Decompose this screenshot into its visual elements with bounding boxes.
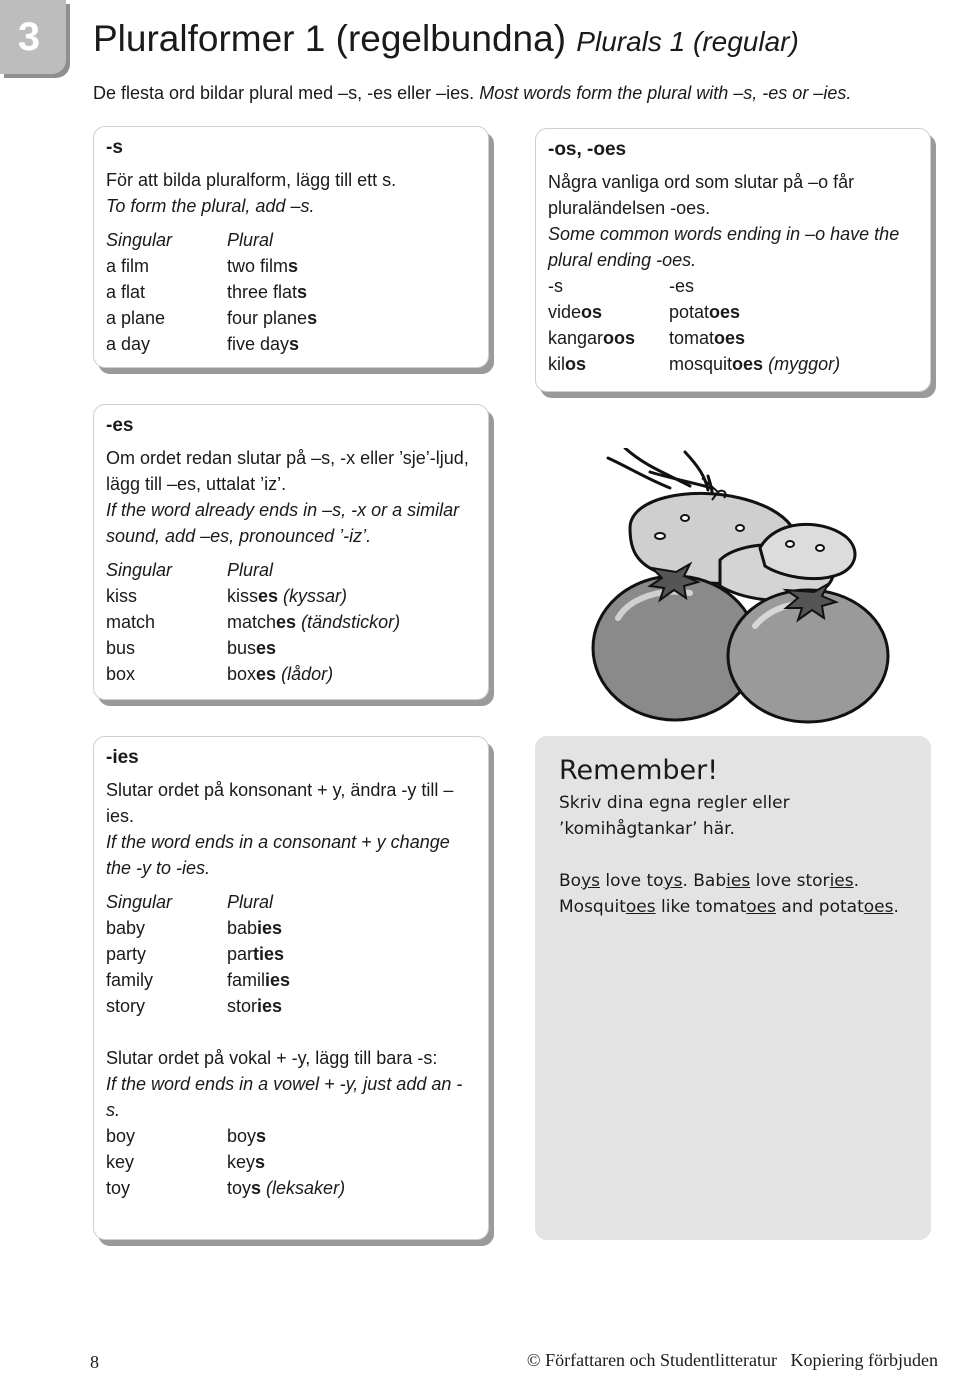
rule-heading: -s <box>106 137 123 158</box>
translation-note: (kyssar) <box>283 586 348 606</box>
example-row <box>106 279 476 305</box>
plural-suffix: ies <box>257 996 283 1016</box>
plural-stem: match <box>227 612 277 632</box>
singular-word: a flat <box>106 282 146 302</box>
word-suffix: os <box>581 302 603 322</box>
word-es <box>669 325 918 351</box>
plural-word <box>227 1149 476 1175</box>
plural-word <box>227 993 476 1019</box>
vowel-rule <box>106 1045 476 1201</box>
word-stem: vide <box>548 302 582 322</box>
chapter-number: 3 <box>17 14 41 59</box>
underlined-suffix: ies <box>829 871 854 891</box>
copyright-text: © Författaren och Studentlitteratur <box>526 1350 778 1370</box>
word-stem: potat <box>669 302 710 322</box>
column-header: -es <box>669 276 695 296</box>
singular-word: key <box>106 1152 135 1172</box>
plural-word <box>227 279 476 305</box>
rule-text-english: If the word ends in a vowel + -y, just add an -s. <box>106 1074 463 1120</box>
rule-box-es <box>93 404 489 700</box>
singular-word: a film <box>106 256 150 276</box>
singular-word: match <box>106 612 156 632</box>
example-table <box>548 273 918 377</box>
singular-word: a day <box>106 334 151 354</box>
underlined-suffix: ies <box>726 871 751 891</box>
word-stem: tomat <box>669 328 715 348</box>
plural-suffix: ies <box>257 918 283 938</box>
plural-suffix: s <box>289 334 300 354</box>
plural-stem: bab <box>227 918 258 938</box>
column-header: Singular <box>106 230 173 250</box>
word-es <box>669 299 918 325</box>
example-row <box>106 1149 476 1175</box>
plural-stem: box <box>227 664 257 684</box>
example-header <box>548 273 918 299</box>
plural-word <box>227 305 476 331</box>
rule-heading: -ies <box>106 747 139 768</box>
word-stem: mosquit <box>669 354 733 374</box>
example-row <box>106 331 476 357</box>
plural-stem: par <box>227 944 254 964</box>
example-row <box>548 325 918 351</box>
example-table <box>106 889 476 1019</box>
plural-stem: three flat <box>227 282 298 302</box>
text-fragment: . Bab <box>682 871 727 891</box>
plural-suffix: es <box>256 638 277 658</box>
rule-box-os-oes <box>535 128 931 392</box>
word-suffix: oos <box>603 328 636 348</box>
plural-stem: famil <box>227 970 266 990</box>
example-header <box>106 557 476 583</box>
intro-swedish: De flesta ord bildar plural med –s, -es eller –ies. <box>93 83 475 103</box>
rule-text-english: If the word ends in a consonant + y change the -y to -ies. <box>106 832 450 878</box>
rule-text-swedish: För att bilda pluralform, lägg till ett s. <box>106 170 397 190</box>
example-row <box>106 661 476 687</box>
column-header: -s <box>548 276 563 296</box>
singular-word: box <box>106 664 136 684</box>
column-header: Singular <box>106 560 173 580</box>
plural-stem: stor <box>227 996 258 1016</box>
plural-word <box>227 635 476 661</box>
plural-word <box>227 583 476 609</box>
word-stem: kangar <box>548 328 604 348</box>
singular-word: story <box>106 996 146 1016</box>
potatoes-and-tomatoes-drawing <box>590 448 890 724</box>
example-row <box>106 583 476 609</box>
plural-suffix: s <box>255 1152 266 1172</box>
remember-example-line <box>559 894 907 920</box>
underlined-suffix: oes <box>625 897 656 917</box>
example-row <box>106 253 476 279</box>
column-header: Plural <box>227 892 274 912</box>
text-fragment: and potat <box>776 897 864 917</box>
chapter-badge <box>0 0 66 74</box>
title-english: Plurals 1 (regular) <box>576 26 799 57</box>
text-fragment: love to <box>600 871 664 891</box>
word-es <box>669 351 918 377</box>
rule-heading: -es <box>106 415 134 436</box>
example-header <box>106 889 476 915</box>
example-row <box>106 1123 476 1149</box>
singular-word: family <box>106 970 154 990</box>
underlined-suffix: ys <box>663 871 683 891</box>
remember-instruction: Skriv dina egna regler eller ’komihågtankar’ här. <box>559 793 790 839</box>
plural-stem: four plane <box>227 308 308 328</box>
remember-heading: Remember! <box>559 755 719 786</box>
plural-suffix: s <box>297 282 308 302</box>
word-suffix: oes <box>732 354 764 374</box>
plural-suffix: es <box>276 612 297 632</box>
plural-suffix: es <box>256 664 277 684</box>
plural-suffix: s <box>288 256 299 276</box>
singular-word: party <box>106 944 147 964</box>
rule-heading: -os, -oes <box>548 139 627 160</box>
example-row <box>106 635 476 661</box>
plural-word <box>227 1123 476 1149</box>
singular-word: a plane <box>106 308 166 328</box>
example-row <box>106 941 476 967</box>
underlined-suffix: ys <box>581 871 600 891</box>
text-fragment: . <box>893 897 899 917</box>
plural-word <box>227 253 476 279</box>
rule-text-english: Some common words ending in –o have the plural ending -oes. <box>548 224 900 270</box>
plural-suffix: s <box>307 308 318 328</box>
rule-text-swedish: Några vanliga ord som slutar på –o får pluraländelsen -oes. <box>548 172 855 218</box>
plural-stem: five day <box>227 334 290 354</box>
example-row <box>548 299 918 325</box>
text-fragment: Bo <box>559 871 582 891</box>
example-row <box>106 993 476 1019</box>
example-row <box>548 351 918 377</box>
rule-text-swedish: Slutar ordet på vokal + -y, lägg till bara -s: <box>106 1048 438 1068</box>
plural-stem: two film <box>227 256 289 276</box>
plural-word <box>227 967 476 993</box>
plural-stem: bus <box>227 638 257 658</box>
plural-stem: boy <box>227 1126 257 1146</box>
plural-stem: toy <box>227 1178 252 1198</box>
plural-word <box>227 609 476 635</box>
text-fragment: like tomat <box>655 897 747 917</box>
example-row <box>106 967 476 993</box>
example-row <box>106 305 476 331</box>
plural-suffix: ies <box>265 970 291 990</box>
copy-notice: Kopiering förbjuden <box>790 1350 938 1370</box>
plural-stem: key <box>227 1152 256 1172</box>
example-row <box>106 915 476 941</box>
word-s <box>548 299 669 325</box>
underlined-suffix: oes <box>863 897 894 917</box>
plural-word <box>227 941 476 967</box>
singular-word: bus <box>106 638 136 658</box>
rule-box-s <box>93 126 489 368</box>
singular-word: baby <box>106 918 146 938</box>
translation-note: (tändstickor) <box>301 612 401 632</box>
word-s <box>548 325 669 351</box>
plural-word <box>227 1175 476 1201</box>
intro-english: Most words form the plural with –s, -es or –ies. <box>479 83 852 103</box>
text-fragment: Mosquit <box>559 897 626 917</box>
plural-word <box>227 661 476 687</box>
translation-note: (leksaker) <box>266 1178 346 1198</box>
remember-example-line <box>559 868 907 894</box>
example-row <box>106 1175 476 1201</box>
rule-text-swedish: Slutar ordet på konsonant + y, ändra -y till –ies. <box>106 780 454 826</box>
word-suffix: os <box>565 354 587 374</box>
underlined-suffix: oes <box>746 897 776 917</box>
singular-word: toy <box>106 1178 131 1198</box>
column-header: Singular <box>106 892 173 912</box>
plural-suffix: es <box>258 586 279 606</box>
plural-suffix: s <box>256 1126 267 1146</box>
example-header <box>106 227 476 253</box>
plural-stem: kiss <box>227 586 258 606</box>
rule-text-english: To form the plural, add –s. <box>106 196 315 216</box>
text-fragment: love stor <box>750 871 830 891</box>
translation-note: (lådor) <box>281 664 334 684</box>
plural-suffix: s <box>251 1178 262 1198</box>
rule-text-english: If the word already ends in –s, -x or a similar sound, add –es, pronounced ’-iz’. <box>106 500 460 546</box>
word-suffix: oes <box>714 328 746 348</box>
page-number: 8 <box>90 1352 99 1372</box>
text-fragment: . <box>853 871 860 891</box>
page-title <box>93 18 799 60</box>
word-stem: kil <box>548 354 565 374</box>
intro-text <box>93 83 851 104</box>
column-header: Plural <box>227 230 274 250</box>
singular-word: boy <box>106 1126 136 1146</box>
example-row <box>106 609 476 635</box>
rule-box-ies <box>93 736 489 1240</box>
example-table <box>106 557 476 687</box>
plural-suffix: ties <box>253 944 285 964</box>
title-swedish: Pluralformer 1 (regelbundna) <box>93 18 567 59</box>
plural-word <box>227 915 476 941</box>
remember-notes-box <box>535 736 931 1240</box>
singular-word: kiss <box>106 586 137 606</box>
example-table <box>106 227 476 357</box>
rule-text-swedish: Om ordet redan slutar på –s, -x eller ’sje’-ljud, lägg till –es, uttalat ’iz’. <box>106 448 469 494</box>
column-header: Plural <box>227 560 274 580</box>
word-suffix: oes <box>709 302 741 322</box>
word-s <box>548 351 669 377</box>
translation-note: (myggor) <box>768 354 841 374</box>
footer-copyright <box>527 1350 938 1371</box>
plural-word <box>227 331 476 357</box>
